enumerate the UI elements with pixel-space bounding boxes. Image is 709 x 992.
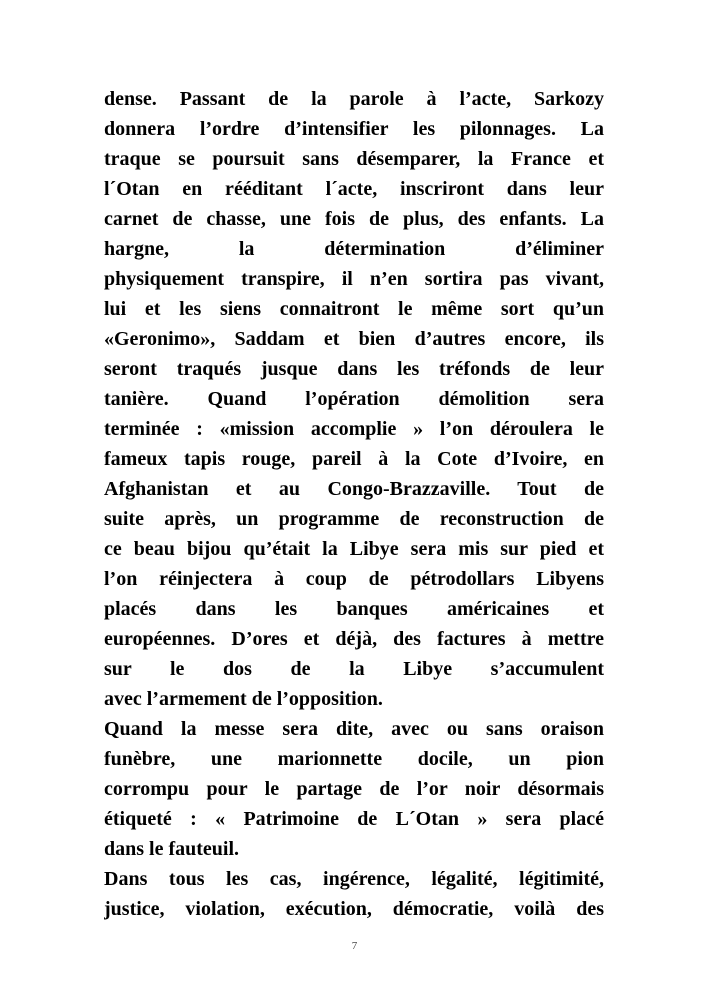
text-line: l´Otan en rééditant l´acte, inscriront dans leur <box>104 178 604 200</box>
text-line: traque se poursuit sans désemparer, la France et <box>104 148 604 170</box>
text-line: funèbre, une marionnette docile, un pion <box>104 748 604 770</box>
text-line: corrompu pour le partage de l’or noir désormais <box>104 778 604 800</box>
text-line: dense. Passant de la parole à l’acte, Sarkozy <box>104 88 604 110</box>
text-line: avec l’armement de l’opposition. <box>104 688 383 710</box>
text-line: européennes. D’ores et déjà, des factures à mettre <box>104 628 604 650</box>
text-line: carnet de chasse, une fois de plus, des enfants. La <box>104 208 604 230</box>
text-line: Dans tous les cas, ingérence, légalité, légitimité, <box>104 868 604 890</box>
text-line: Quand la messe sera dite, avec ou sans oraison <box>104 718 604 740</box>
text-line: tanière. Quand l’opération démolition sera <box>104 388 604 410</box>
text-line: l’on réinjectera à coup de pétrodollars Libyens <box>104 568 604 590</box>
text-line: sur le dos de la Libye s’accumulent <box>104 658 604 680</box>
text-line: placés dans les banques américaines et <box>104 598 604 620</box>
text-line: seront traqués jusque dans les tréfonds de leur <box>104 358 604 380</box>
text-line: lui et les siens connaitront le même sort qu’un <box>104 298 604 320</box>
text-line: donnera l’ordre d’intensifier les pilonnages. La <box>104 118 604 140</box>
text-line: fameux tapis rouge, pareil à la Cote d’Ivoire, en <box>104 448 604 470</box>
text-line: ce beau bijou qu’était la Libye sera mis sur pied et <box>104 538 604 560</box>
text-line: suite après, un programme de reconstruction de <box>104 508 604 530</box>
text-line: justice, violation, exécution, démocratie, voilà des <box>104 898 604 920</box>
text-line: physiquement transpire, il n’en sortira pas vivant, <box>104 268 604 290</box>
text-line: étiqueté : « Patrimoine de L´Otan » sera placé <box>104 808 604 830</box>
text-line: hargne, la détermination d’éliminer <box>104 238 604 260</box>
text-line: Afghanistan et au Congo-Brazzaville. Tout de <box>104 478 604 500</box>
body-text <box>104 84 604 924</box>
page-number: 7 <box>351 940 358 952</box>
text-line: terminée : «mission accomplie » l’on déroulera le <box>104 418 604 440</box>
text-line: dans le fauteuil. <box>104 838 240 860</box>
text-line: «Geronimo», Saddam et bien d’autres encore, ils <box>104 328 604 350</box>
